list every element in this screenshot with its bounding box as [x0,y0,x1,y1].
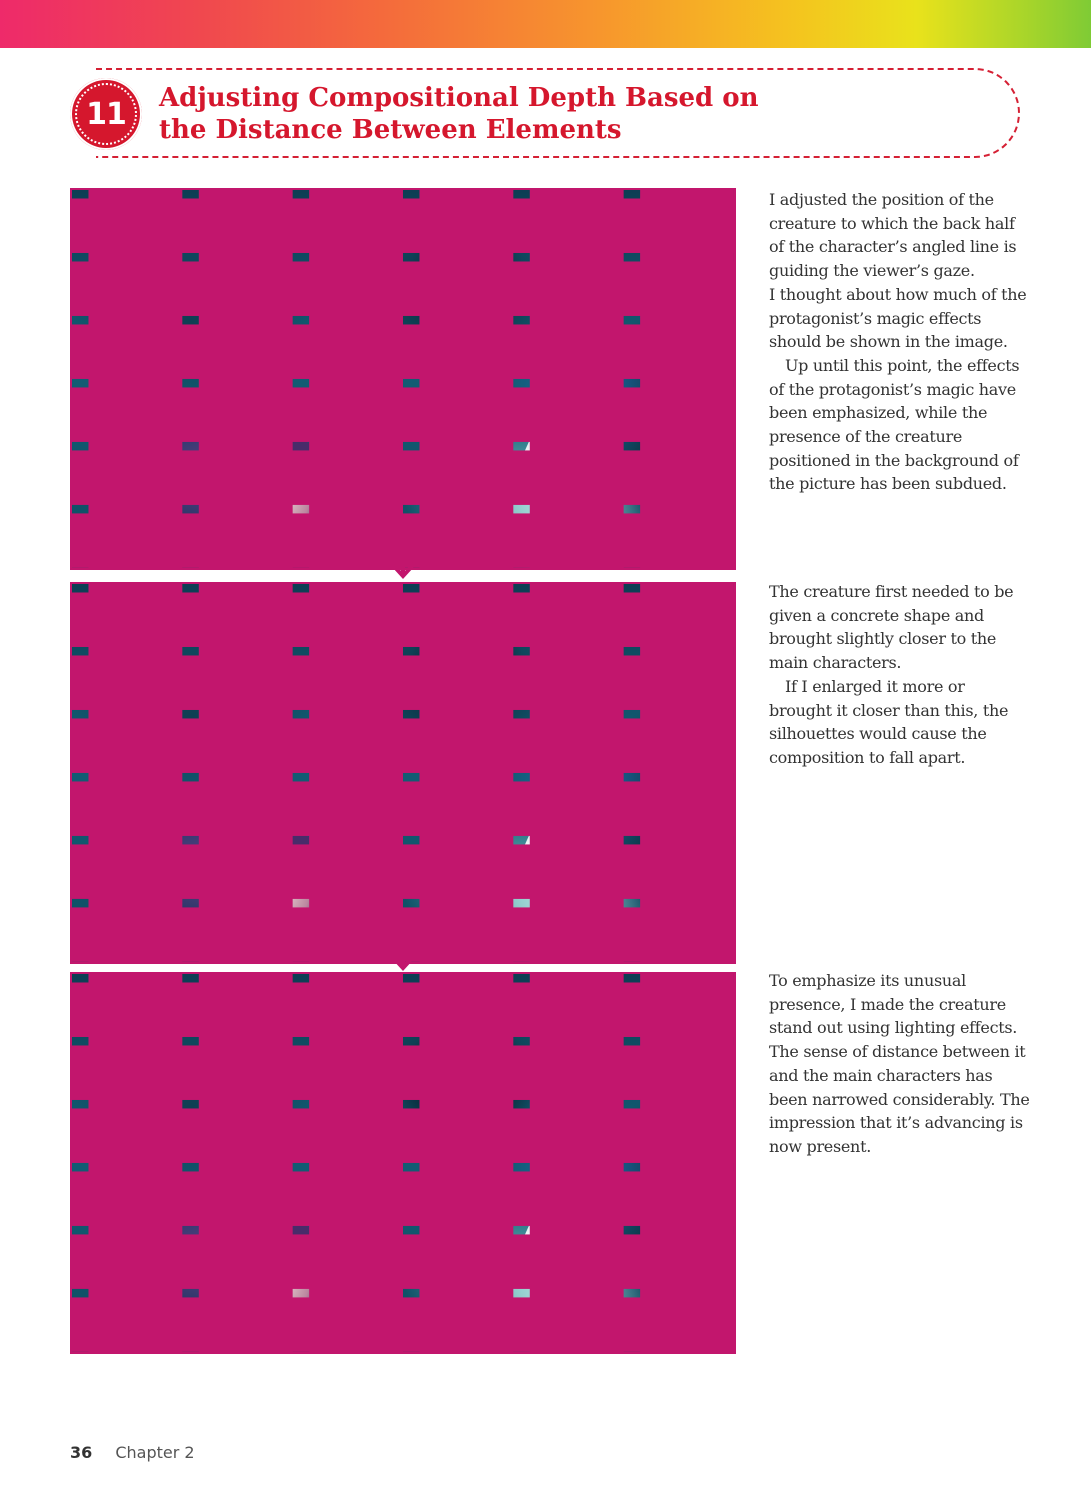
paragraph: Up until this point, the effects of the protagonist’s magic have been emphasized, while the presence of the creature positioned in the background of the picture has been subdued. [769,355,1020,494]
paragraph: To emphasize its unusual presence, I made the creature stand out using lighting effects. The sense of distance between it and the main characters has been narrowed considerably. The impression that it’s advancing is now present. [769,971,1030,1156]
page-number: 36 [70,1443,93,1462]
illustration-panel-2 [70,582,736,964]
page-footer [70,1443,195,1462]
paragraph: I adjusted the position of the creature to which the back half of the character’s angled line is guiding the viewer’s gaze. [769,190,1017,281]
composition-grid [72,190,734,568]
paragraph: If I enlarged it more or brought it closer than this, the silhouettes would cause the composition to fall apart. [769,676,1009,767]
caption-1 [769,188,1031,496]
arrow-down-icon [388,932,418,974]
illustration-panel-1 [70,188,736,570]
section-number-badge [70,78,142,150]
top-color-band [0,0,1091,48]
paragraph: The creature first needed to be given a concrete shape and brought slightly closer to the main characters. [769,582,1014,673]
composition-grid [72,584,734,962]
caption-2 [769,580,1031,770]
illustration-panel-3 [70,972,736,1354]
caption-3 [769,969,1031,1159]
composition-grid [72,974,734,1352]
section-title [159,82,799,146]
arrow-down-icon [388,540,418,582]
section-number: 11 [86,96,126,132]
section-title-line-2: the Distance Between Elements [159,115,622,145]
chapter-label: Chapter 2 [115,1443,195,1462]
paragraph: I thought about how much of the protagonist’s magic effects should be shown in the image. [769,284,1027,352]
section-title-line-1: Adjusting Compositional Depth Based on [159,83,759,113]
